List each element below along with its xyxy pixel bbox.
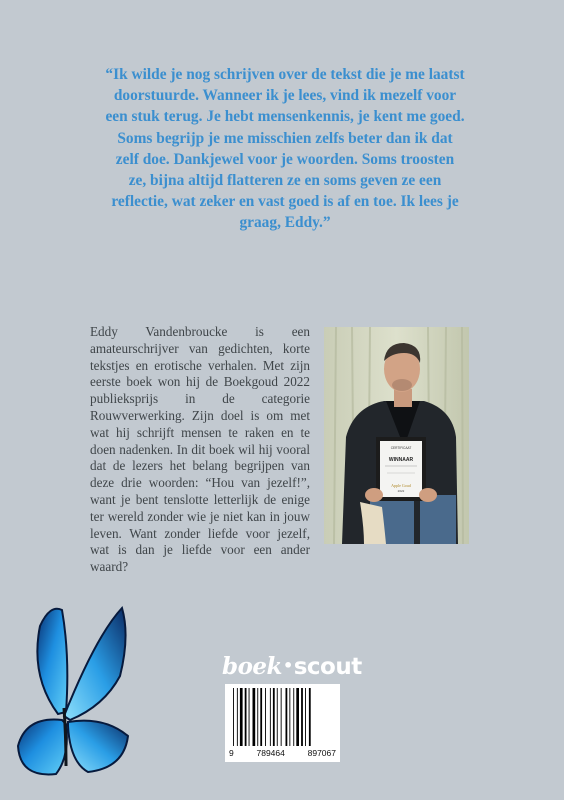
back-cover-quote [92,64,478,234]
barcode-group-2: 897067 [307,748,336,758]
quote-line: een stuk terug. Je hebt mensenkennis, je kent me goed. [105,108,465,126]
quote-line: “Ik wilde je nog schrijven over de tekst die je me laatst [105,66,465,83]
butterfly-illustration [0,596,140,786]
isbn-barcode [225,684,340,762]
barcode-first-digit: 9 [229,748,234,758]
quote-line: ze, bijna altijd flatteren ze en soms geven ze een [128,172,442,190]
quote-line: graag, Eddy.” [239,214,331,232]
award-year: 2022 [397,489,405,493]
award-title: WINNAAR [388,457,414,463]
logo-dot-icon: • [283,656,293,675]
award-brand: Apple Goud [391,483,411,488]
award-header: CERTIFICAAT [390,446,412,450]
author-photo [324,327,469,544]
publisher-logo-part1: boek [222,653,282,680]
author-bio: Eddy Vandenbroucke is een amateurschrijver van gedichten, korte tekstjes en erotische verhalen. Met zijn eerste boek won hij de Boekgoud 2022 publieksprijs in de categorie Rouwverwerking. Zijn doel is om met wat hij schrijft mensen te raken en te doen nadenken. In dit boek wil hij vooral dat de lezers het belang begrijpen van deze drie woorden: “Hou van jezelf!”, want je bent tenslotte letterlijk de enige ter wereld zonder wie je niet kan in jouw leven. Want zonder liefde voor jezelf, wat is dan je liefde voor een ander waard? [90,324,310,575]
publisher-logo [222,653,362,680]
quote-line: doorstuurde. Wanneer ik je lees, vind ik mezelf voor [113,87,457,105]
quote-line: reflectie, wat zeker en vast goed is af en toe. Ik lees je [111,193,459,211]
quote-line: Soms begrijp je me misschien zelfs beter dan ik dat [117,129,453,147]
award-certificate [376,437,426,501]
barcode-group-1: 789464 [256,748,285,758]
publisher-logo-part2: scout [293,654,362,680]
barcode-digits [225,748,340,758]
barcode-bars [225,684,340,748]
quote-line: zelf doe. Dankjewel voor je woorden. Soms troosten [115,150,455,168]
